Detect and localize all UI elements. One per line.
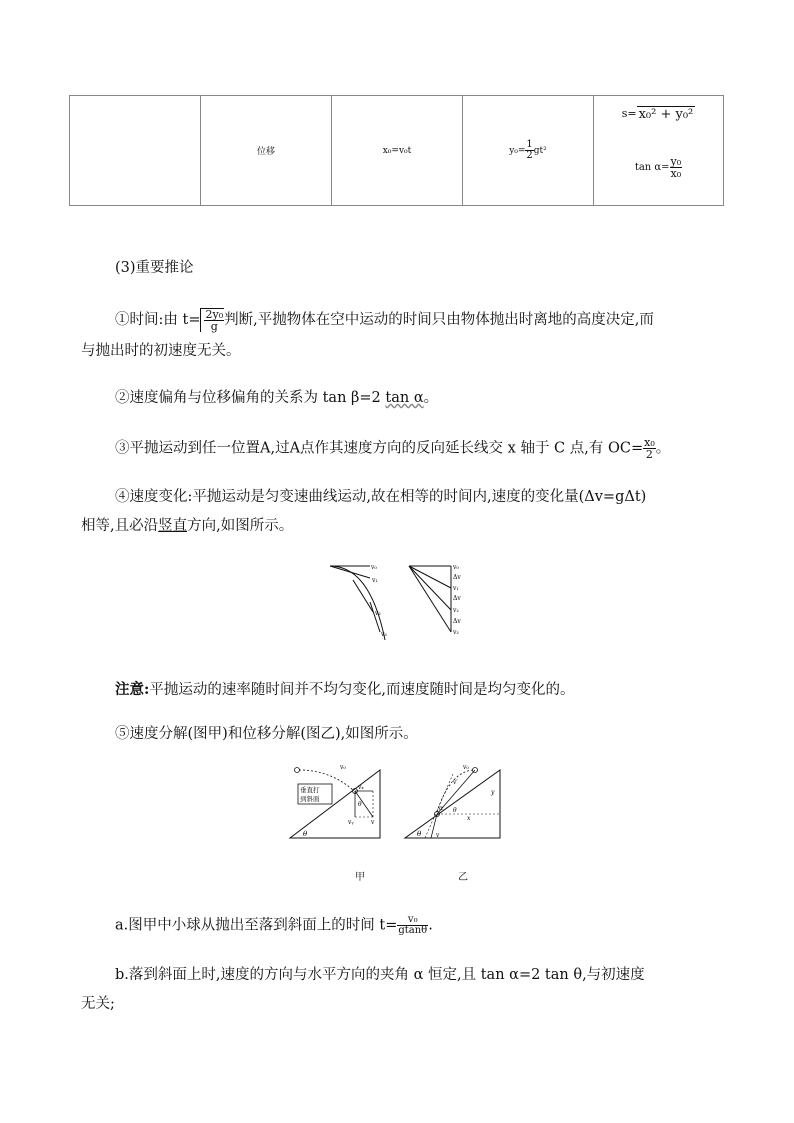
jia-theta1: θ (303, 830, 308, 838)
x-formula: x₀=v₀t (382, 145, 412, 156)
yi-v-label: v (436, 832, 440, 839)
row-label: 位移 (256, 147, 275, 157)
fig1-left-label-3: v₃ (381, 631, 387, 638)
p3-text: ③平抛运动到任一位置A,过A点作其速度方向的反向延长线交 x 轴于 C 点,有 OC= (115, 440, 644, 457)
paragraph-time-line2: 与抛出时的初速度无关。 (81, 343, 241, 359)
displacement-table (69, 95, 724, 206)
section-title: (3)重要推论 (115, 260, 194, 276)
jia-box-line2: 到斜面 (300, 795, 320, 803)
note-paragraph (115, 680, 574, 700)
caption-jia: 甲 (355, 872, 365, 883)
v1-arrow (330, 566, 370, 578)
p1-fraction (204, 309, 224, 332)
velocity-change-figure (325, 560, 470, 645)
tan-formula (594, 156, 723, 179)
yi-x-label: x (467, 815, 471, 822)
pa-end: . (428, 917, 433, 934)
s-formula (594, 106, 723, 122)
yi-vprime-label: v′ (453, 779, 458, 786)
pa-num: v₀ (397, 915, 428, 926)
paragraph-time (115, 308, 654, 332)
jia-launch-ball (295, 768, 300, 773)
p3-fraction (643, 437, 656, 460)
paragraph-b-line2: 无关; (81, 996, 115, 1012)
y-frac-den: 2 (526, 150, 533, 161)
p1-lead: ①时间:由 t= (115, 312, 201, 328)
jia-box-line1: 垂直打 (300, 786, 320, 794)
p2-text: ②速度偏角与位移偏角的关系为 tan β=2 (115, 390, 386, 406)
paragraph-angle-relation (115, 388, 438, 408)
note-text: 平抛运动的速率随时间并不均匀变化,而速度随时间是均匀变化的。 (149, 682, 575, 698)
jia-vx-label: vₓ (358, 784, 364, 791)
y-formula-suffix: gt² (533, 146, 547, 156)
yi-theta1-label: θ (417, 830, 422, 838)
p4-line2-b: 方向,如图所示。 (187, 518, 294, 534)
pa-text: a.图甲中小球从抛出至落到斜面上的时间 t= (115, 917, 398, 934)
vt-v3 (409, 566, 451, 632)
p1-radical (200, 308, 224, 332)
decomposition-figure (285, 760, 515, 845)
p3-den: 2 (645, 448, 653, 461)
tan-num: y₀ (670, 155, 682, 168)
fig1-right-label-2: v₁ (453, 585, 459, 592)
paragraph-decomposition: ⑤速度分解(图甲)和位移分解(图乙),如图所示。 (115, 726, 418, 742)
fig1-left-label-0: v₀ (371, 564, 377, 571)
y-fraction (525, 140, 533, 161)
paragraph-b: b.落到斜面上时,速度的方向与水平方向的夹角 α 恒定,且 tan α=2 tan θ,与初速度 (115, 967, 645, 983)
p2-wavy: tan α (385, 390, 424, 406)
vt-v1 (409, 566, 451, 588)
figure-yi (405, 764, 500, 839)
p3-end: 。 (655, 440, 671, 457)
fig1-right-label-3: Δv (453, 595, 461, 602)
figure-jia (290, 764, 380, 838)
tan-prefix: tan α= (634, 162, 670, 173)
vt-v2 (409, 566, 451, 610)
fig1-left-label-1: v₁ (372, 577, 378, 584)
pa-fraction (397, 915, 428, 936)
s-radicand: x₀² + y₀² (638, 107, 694, 122)
y-frac-num: 1 (526, 139, 533, 150)
paragraph-oc (115, 437, 670, 460)
fig1-right-label-1: Δv (453, 574, 461, 581)
yi-y-label: y (491, 789, 495, 796)
paragraph-velocity-change-line2 (81, 516, 293, 536)
jia-theta2: θ (358, 801, 362, 808)
tan-fraction (670, 156, 683, 179)
s-tan-cell (594, 96, 724, 206)
s-prefix: s= (621, 107, 637, 120)
y-formula-prefix: y₀= (509, 146, 526, 156)
jia-vy-label: vᵧ (348, 819, 354, 826)
y-formula-cell (463, 96, 594, 206)
fig1-right-label-5: Δv (453, 618, 461, 625)
yi-v0-label: v₀ (463, 764, 469, 771)
p4-line2-a: 相等,且必沿 (81, 518, 159, 534)
empty-cell (70, 96, 201, 206)
p1-after: 判断,平抛物体在空中运动的时间只由物体抛出时离地的高度决定,而 (224, 312, 654, 328)
p3-num: x₀ (644, 436, 655, 449)
fig1-right-label-4: v₂ (453, 607, 459, 614)
jia-v-label: v (371, 819, 375, 826)
s-sqrt (637, 106, 696, 122)
jia-v0-label: v₀ (340, 764, 346, 771)
tan-den: x₀ (670, 167, 682, 180)
v2-arrow (353, 580, 373, 612)
yi-alpha-label: α (439, 805, 444, 812)
row-label-cell (201, 96, 332, 206)
fig1-left-label-2: v₂ (375, 610, 381, 617)
caption-yi: 乙 (458, 872, 468, 883)
yi-theta2-label: θ (453, 807, 457, 814)
p2-end: 。 (423, 390, 439, 406)
note-label: 注意: (115, 681, 150, 698)
fig1-right-label-0: v₀ (453, 564, 459, 571)
paragraph-velocity-change: ④速度变化:平抛运动是匀变速曲线运动,故在相等的时间内,速度的变化量(Δv=gΔt) (115, 489, 647, 505)
p1-rad-num: 2y₀ (205, 308, 224, 321)
x-formula-cell (332, 96, 463, 206)
p1-rad-den: g (210, 320, 218, 333)
paragraph-a (115, 915, 433, 936)
fig1-right-label-6: v₃ (453, 629, 459, 636)
pa-den: gtanθ (398, 925, 428, 936)
p4-line2-underlined: 竖直 (158, 518, 188, 534)
